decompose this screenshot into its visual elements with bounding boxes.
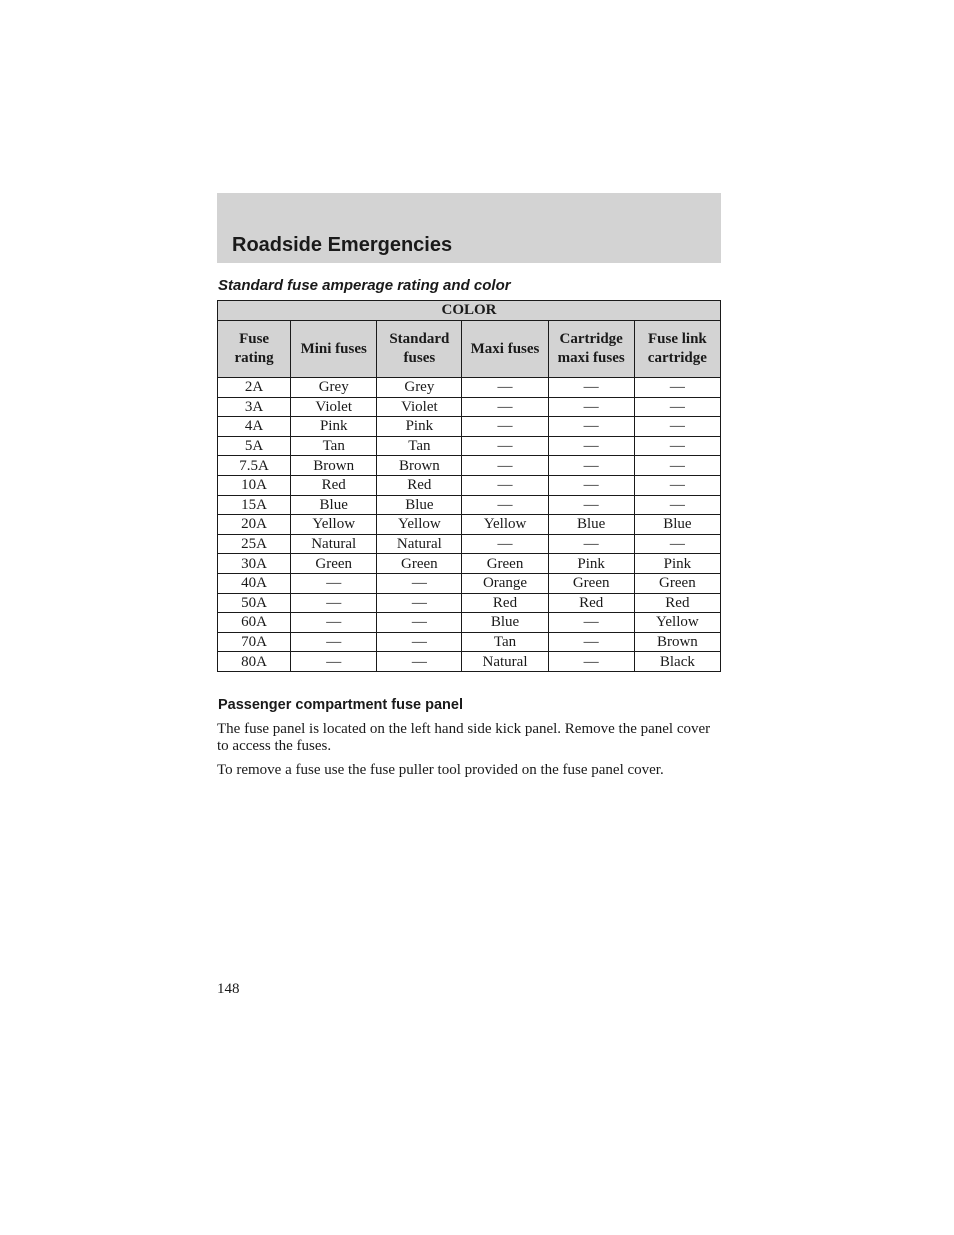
table-row (218, 495, 721, 515)
column-header: Mini fuses (291, 321, 377, 378)
fuse-color-cell: — (548, 436, 634, 456)
fuse-color-cell: — (377, 593, 462, 613)
fuse-color-cell: — (548, 534, 634, 554)
fuse-color-cell: Blue (377, 495, 462, 515)
fuse-color-cell: Pink (548, 554, 634, 574)
table-row (218, 593, 721, 613)
fuse-color-cell: — (462, 436, 548, 456)
fuse-color-cell: Green (462, 554, 548, 574)
fuse-color-cell: Yellow (634, 613, 720, 633)
fuse-color-cell: — (548, 475, 634, 495)
fuse-color-cell: — (634, 495, 720, 515)
table-row (218, 436, 721, 456)
fuse-rating-cell: 7.5A (218, 456, 291, 476)
table-row (218, 515, 721, 535)
table-row (218, 397, 721, 417)
fuse-rating-cell: 25A (218, 534, 291, 554)
fuse-color-cell: — (291, 652, 377, 672)
fuse-color-cell: — (462, 495, 548, 515)
page-number: 148 (217, 981, 240, 997)
fuse-color-cell: — (548, 378, 634, 398)
fuse-rating-cell: 40A (218, 573, 291, 593)
fuse-color-cell: Pink (634, 554, 720, 574)
fuse-color-cell: Red (634, 593, 720, 613)
fuse-color-cell: — (462, 456, 548, 476)
fuse-color-cell: Grey (291, 378, 377, 398)
fuse-color-cell: — (462, 475, 548, 495)
fuse-color-cell: Natural (462, 652, 548, 672)
column-header: Fuse link cartridge (634, 321, 720, 378)
fuse-color-cell: Blue (291, 495, 377, 515)
table-row (218, 456, 721, 476)
fuse-color-cell: Natural (291, 534, 377, 554)
fuse-color-cell: — (291, 613, 377, 633)
fuse-rating-cell: 4A (218, 417, 291, 437)
fuse-color-cell: Red (377, 475, 462, 495)
fuse-rating-cell: 10A (218, 475, 291, 495)
fuse-color-cell: — (462, 397, 548, 417)
fuse-color-cell: — (548, 652, 634, 672)
fuse-color-cell: Tan (291, 436, 377, 456)
fuse-color-cell: Blue (634, 515, 720, 535)
fuse-color-cell: — (462, 534, 548, 554)
fuse-color-cell: Violet (377, 397, 462, 417)
fuse-color-cell: Blue (548, 515, 634, 535)
column-header: Maxi fuses (462, 321, 548, 378)
column-header: Cartridge maxi fuses (548, 321, 634, 378)
section-header-band (217, 193, 721, 263)
fuse-color-cell: — (291, 573, 377, 593)
paragraph: To remove a fuse use the fuse puller tool provided on the fuse panel cover. (217, 762, 664, 778)
fuse-color-cell: — (548, 632, 634, 652)
table-row (218, 573, 721, 593)
fuse-color-cell: — (377, 652, 462, 672)
fuse-color-cell: — (634, 534, 720, 554)
fuse-rating-cell: 30A (218, 554, 291, 574)
fuse-color-cell: — (377, 613, 462, 633)
fuse-rating-cell: 70A (218, 632, 291, 652)
table-row (218, 632, 721, 652)
fuse-color-cell: Yellow (291, 515, 377, 535)
fuse-color-cell: — (548, 397, 634, 417)
fuse-color-cell: Yellow (462, 515, 548, 535)
fuse-color-cell: — (291, 632, 377, 652)
table-row (218, 613, 721, 633)
fuse-color-cell: — (377, 573, 462, 593)
table-row (218, 534, 721, 554)
fuse-color-cell: Green (634, 573, 720, 593)
column-header: Fuse rating (218, 321, 291, 378)
table-row (218, 378, 721, 398)
fuse-color-cell: Natural (377, 534, 462, 554)
fuse-color-cell: Tan (462, 632, 548, 652)
fuse-color-cell: Red (462, 593, 548, 613)
fuse-color-cell: — (548, 613, 634, 633)
fuse-color-cell: Orange (462, 573, 548, 593)
color-group-header: COLOR (218, 301, 721, 321)
fuse-color-cell: — (634, 456, 720, 476)
fuse-color-cell: Yellow (377, 515, 462, 535)
fuse-color-cell: Black (634, 652, 720, 672)
fuse-color-cell: — (548, 495, 634, 515)
fuse-color-cell: Grey (377, 378, 462, 398)
fuse-color-table (217, 300, 721, 672)
section-title: Roadside Emergencies (232, 234, 453, 256)
fuse-color-cell: — (634, 417, 720, 437)
table-row (218, 652, 721, 672)
fuse-color-cell: — (377, 632, 462, 652)
table-row (218, 475, 721, 495)
fuse-color-cell: Brown (634, 632, 720, 652)
fuse-rating-cell: 2A (218, 378, 291, 398)
fuse-color-cell: Blue (462, 613, 548, 633)
fuse-rating-cell: 20A (218, 515, 291, 535)
fuse-color-cell: Green (548, 573, 634, 593)
fuse-rating-cell: 3A (218, 397, 291, 417)
fuse-color-cell: — (634, 397, 720, 417)
fuse-color-cell: Brown (377, 456, 462, 476)
fuse-color-cell: — (634, 378, 720, 398)
fuse-rating-cell: 5A (218, 436, 291, 456)
fuse-rating-cell: 80A (218, 652, 291, 672)
fuse-color-cell: Violet (291, 397, 377, 417)
fuse-color-cell: Red (291, 475, 377, 495)
fuse-color-cell: Pink (291, 417, 377, 437)
fuse-color-cell: Green (377, 554, 462, 574)
column-header: Standard fuses (377, 321, 462, 378)
fuse-color-cell: Tan (377, 436, 462, 456)
table-row (218, 417, 721, 437)
table-caption: Standard fuse amperage rating and color (218, 277, 511, 294)
fuse-color-cell: — (634, 436, 720, 456)
fuse-color-cell: — (548, 456, 634, 476)
paragraph: The fuse panel is located on the left hand side kick panel. Remove the panel cover to access the fuses. (217, 721, 711, 754)
section-heading: Passenger compartment fuse panel (218, 697, 463, 713)
fuse-color-cell: — (634, 475, 720, 495)
fuse-rating-cell: 50A (218, 593, 291, 613)
fuse-rating-cell: 60A (218, 613, 291, 633)
fuse-rating-cell: 15A (218, 495, 291, 515)
fuse-color-cell: — (548, 417, 634, 437)
fuse-color-cell: — (462, 417, 548, 437)
fuse-color-cell: Pink (377, 417, 462, 437)
fuse-color-cell: Red (548, 593, 634, 613)
fuse-color-cell: — (462, 378, 548, 398)
fuse-color-cell: — (291, 593, 377, 613)
fuse-color-cell: Green (291, 554, 377, 574)
fuse-color-cell: Brown (291, 456, 377, 476)
table-row (218, 554, 721, 574)
